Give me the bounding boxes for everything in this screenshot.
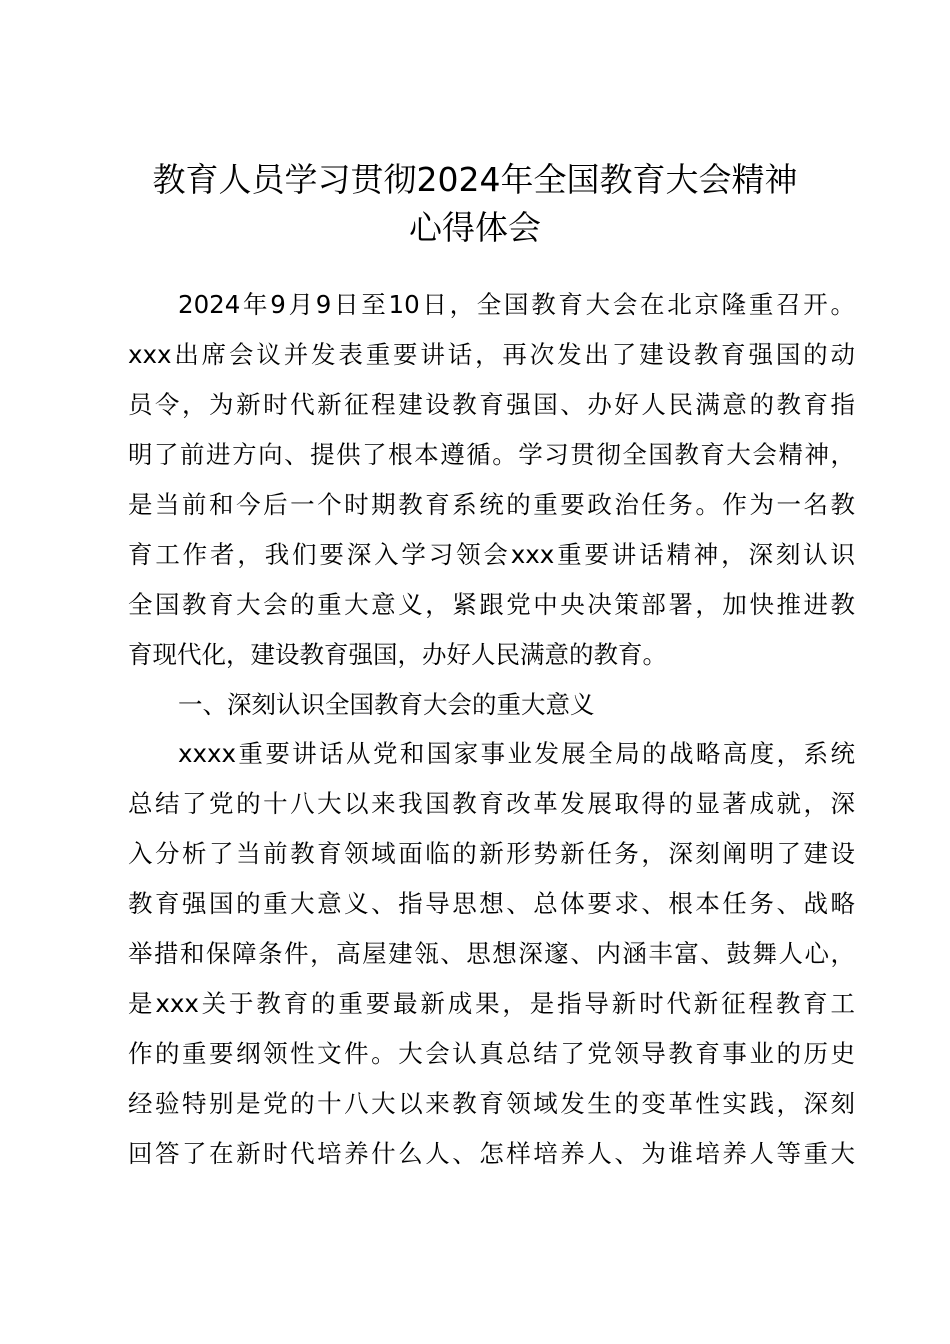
paragraph-1-line-7: 全国教育大会的重大意义，紧跟党中央决策部署，加快推进教 — [128, 590, 855, 619]
section-1-heading: 一、深刻认识全国教育大会的重大意义 — [178, 690, 595, 719]
paragraph-2-line-2: 总结了党的十八大以来我国教育改革发展取得的显著成就，深 — [128, 789, 855, 818]
paragraph-2-line-5: 举措和保障条件，高屋建瓴、思想深邃、内涵丰富、鼓舞人心， — [128, 939, 855, 968]
paragraph-2-line-3: 入分析了当前教育领域面临的新形势新任务，深刻阐明了建设 — [128, 839, 855, 868]
paragraph-2-line-1: xxxx重要讲话从党和国家事业发展全局的战略高度，系统 — [178, 739, 855, 768]
paragraph-2-line-9: 回答了在新时代培养什么人、怎样培养人、为谁培养人等重大 — [128, 1139, 855, 1168]
paragraph-1-line-8: 育现代化，建设教育强国，办好人民满意的教育。 — [128, 640, 667, 669]
paragraph-2-line-6: 是xxx关于教育的重要最新成果，是指导新时代新征程教育工 — [128, 989, 855, 1018]
paragraph-1-line-5: 是当前和今后一个时期教育系统的重要政治任务。作为一名教 — [128, 490, 855, 519]
paragraph-1-line-1: 2024年9月9日至10日，全国教育大会在北京隆重召开。 — [178, 290, 855, 319]
paragraph-1-line-2: xxx出席会议并发表重要讲话，再次发出了建设教育强国的动 — [128, 340, 855, 369]
paragraph-1-line-4: 明了前进方向、提供了根本遵循。学习贯彻全国教育大会精神， — [128, 440, 855, 469]
document-title-line-2: 心得体会 — [409, 208, 541, 247]
paragraph-2-line-7: 作的重要纲领性文件。大会认真总结了党领导教育事业的历史 — [128, 1039, 855, 1068]
paragraph-1-line-6: 育工作者，我们要深入学习领会xxx重要讲话精神，深刻认识 — [128, 540, 855, 569]
paragraph-2-line-8: 经验特别是党的十八大以来教育领域发生的变革性实践，深刻 — [128, 1089, 855, 1118]
document-title-line-1: 教育人员学习贯彻2024年全国教育大会精神 — [152, 160, 798, 199]
paragraph-1-line-3: 员令，为新时代新征程建设教育强国、办好人民满意的教育指 — [128, 390, 855, 419]
paragraph-2-line-4: 教育强国的重大意义、指导思想、总体要求、根本任务、战略 — [128, 889, 855, 918]
